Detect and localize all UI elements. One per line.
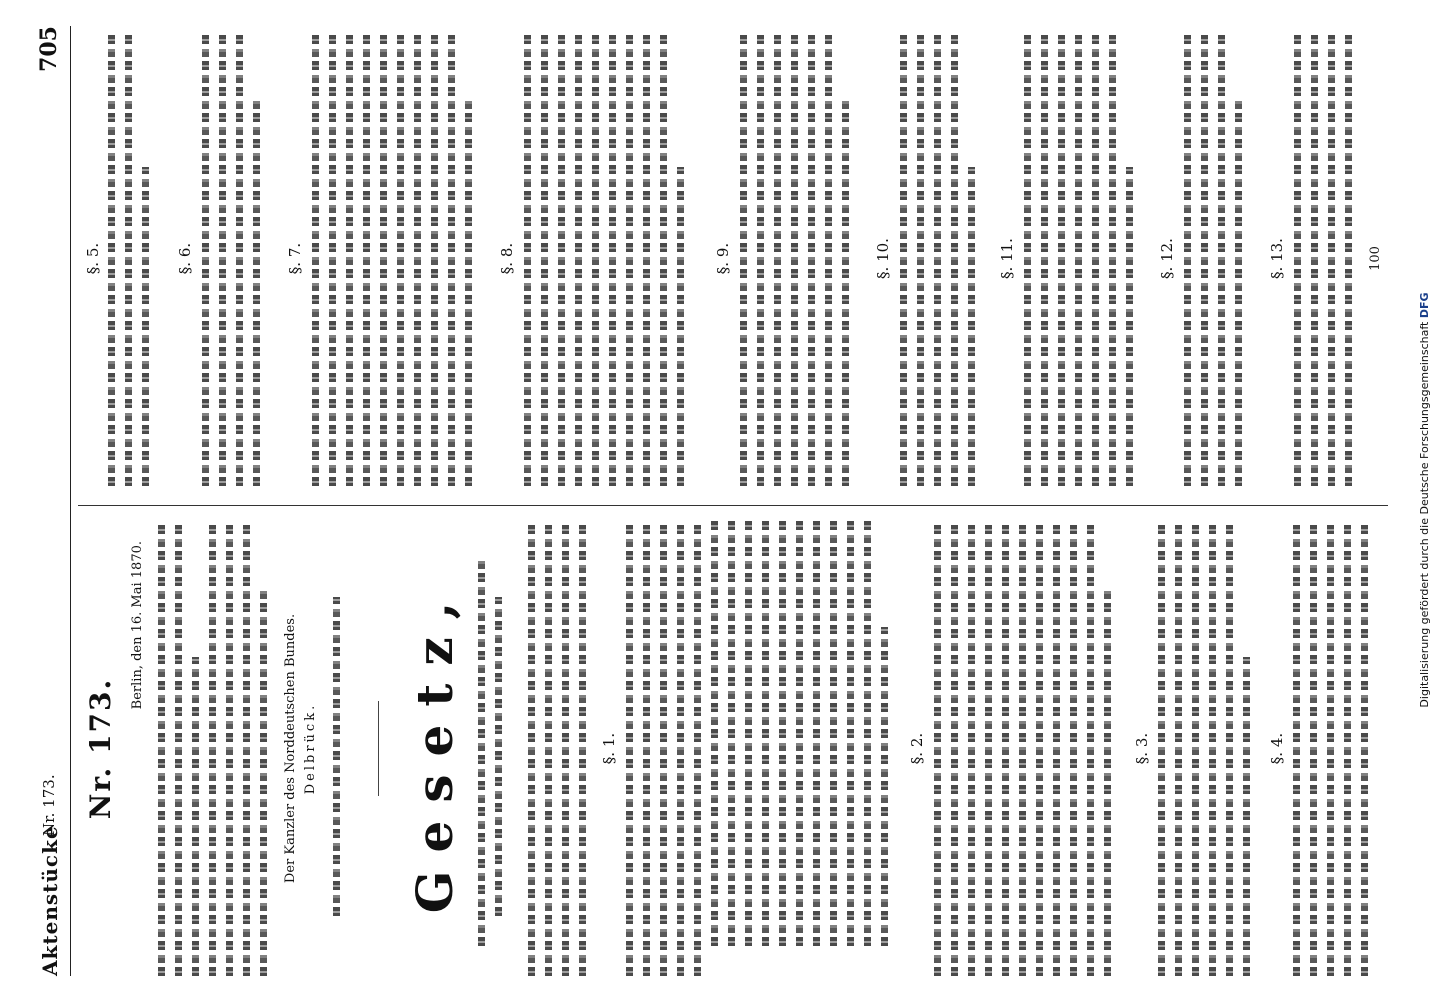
- section-10-text: [900, 31, 985, 486]
- section-4-text: [1293, 521, 1378, 976]
- funding-note: Digitalisierung gefördert durch die Deutsche Forschungsgemeinschaft: [1418, 321, 1431, 708]
- section-2: §. 2.: [908, 732, 926, 765]
- section-6-text: [202, 31, 270, 486]
- gesetz-heading: Gesetz,: [405, 583, 464, 914]
- section-9-text: [740, 31, 859, 486]
- page-content: [18, 16, 1408, 976]
- signature-mark: 100: [1368, 246, 1383, 271]
- digitization-text: [1418, 0, 1431, 1000]
- section-7-text: [312, 31, 482, 486]
- section-3-text: [1158, 521, 1260, 976]
- place-date: Berlin, den 16. Mai 1870.: [130, 541, 145, 710]
- section-8: §. 8.: [498, 242, 516, 275]
- signature-name: Delbrück.: [303, 702, 318, 795]
- section-12: §. 12.: [1158, 238, 1176, 279]
- section-8-text: [524, 31, 694, 486]
- digitization-note: [1418, 0, 1432, 1000]
- column-divider: [78, 505, 1388, 506]
- left-column: [78, 521, 1388, 976]
- separator-rule: [378, 701, 379, 796]
- section-1: §. 1.: [600, 732, 618, 765]
- section-6: §. 6.: [176, 242, 194, 275]
- document-number: Nr. 173.: [84, 677, 117, 820]
- law-title-text: [478, 521, 512, 976]
- section-11-text: [1024, 31, 1143, 486]
- dfg-logo: DFG: [1418, 292, 1431, 319]
- section-11: §. 11.: [998, 238, 1016, 279]
- section-5: §. 5.: [84, 242, 102, 275]
- section-1-text: [626, 521, 898, 976]
- section-12-text: [1184, 31, 1252, 486]
- right-column: [78, 31, 1388, 486]
- section-13-text: [1294, 31, 1362, 486]
- header-title: Nr. 173.: [40, 774, 58, 836]
- section-4: §. 4.: [1268, 732, 1286, 765]
- signature-label: Der Kanzler des Norddeutschen Bundes.: [283, 613, 298, 884]
- section-2-text: [934, 521, 1121, 976]
- section-7: §. 7.: [286, 242, 304, 275]
- header-left: Aktenstücke: [38, 825, 62, 976]
- section-10: §. 10.: [874, 238, 892, 279]
- section-5-text: [108, 31, 159, 486]
- enactment-text: [528, 521, 596, 976]
- preamble-text: [158, 521, 277, 976]
- page-number: 705: [36, 26, 62, 72]
- section-13: §. 13.: [1268, 238, 1286, 279]
- section-3: §. 3.: [1133, 732, 1151, 765]
- section-9: §. 9.: [714, 242, 732, 275]
- running-header: [30, 26, 71, 976]
- addressee-text: [333, 521, 350, 976]
